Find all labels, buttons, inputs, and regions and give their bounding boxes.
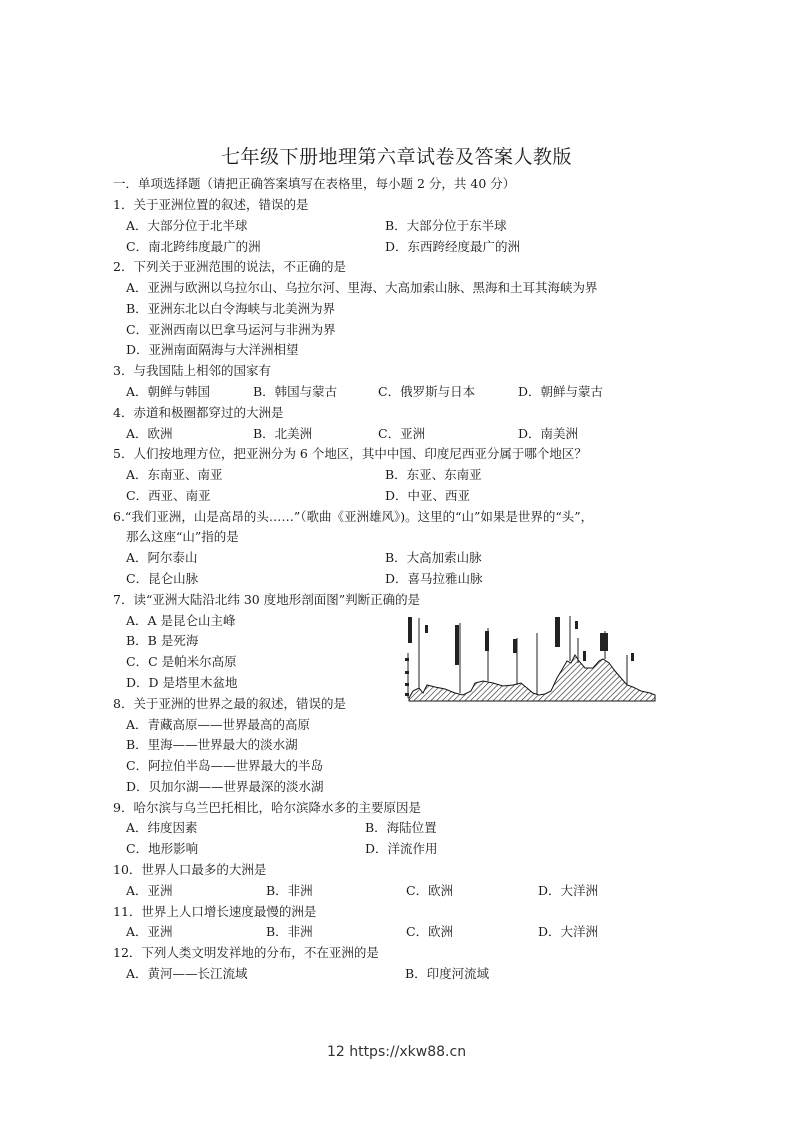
answer-option: B．韩国与蒙古 <box>253 384 338 400</box>
answer-option: C．阿拉伯半岛——世界最大的半岛 <box>126 758 324 774</box>
terrain-profile-figure <box>405 613 657 708</box>
question-stem: 11．世界上人口增长速度最慢的洲是 <box>113 903 317 919</box>
answer-option: C．亚洲西南以巴拿马运河与非洲为界 <box>126 321 336 337</box>
answer-option: A．亚洲与欧洲以乌拉尔山、乌拉尔河、里海、大高加索山脉、黑海和土耳其海峡为界 <box>126 280 598 296</box>
answer-option: C．亚洲 <box>378 425 426 441</box>
terrain-profile <box>409 655 655 701</box>
answer-option: C．西亚、南亚 <box>126 487 211 503</box>
answer-option: D．中亚、西亚 <box>385 487 471 503</box>
answer-option: D．东西跨经度最广的洲 <box>385 238 521 254</box>
page-title: 七年级下册地理第六章试卷及答案人教版 <box>220 146 572 168</box>
answer-option: A．亚洲 <box>126 882 173 898</box>
answer-option: B．非洲 <box>266 882 313 898</box>
question-stem: 3．与我国陆上相邻的国家有 <box>113 363 271 379</box>
question-stem: 10．世界人口最多的大洲是 <box>113 861 267 877</box>
answer-option: A．黄河——长江流域 <box>126 965 248 981</box>
answer-option: B．海陆位置 <box>365 820 437 836</box>
question-stem: 5．人们按地理方位，把亚洲分为 6 个地区，其中中国、印度尼西亚分属于哪个地区？ <box>113 446 587 462</box>
answer-option: B．里海——世界最大的淡水湖 <box>126 737 298 753</box>
answer-option: D．洋流作用 <box>365 841 438 857</box>
answer-option: B．北美洲 <box>253 425 313 441</box>
answer-option: C．欧洲 <box>406 924 454 940</box>
question-stem: 1．关于亚洲位置的叙述，错误的是 <box>113 197 309 212</box>
answer-option: B．亚洲东北以白令海峡与北美洲为界 <box>126 300 336 316</box>
answer-option: A．大部分位于北半球 <box>126 217 248 233</box>
answer-option: B．印度河流域 <box>405 965 490 981</box>
answer-option: D．大洋洲 <box>538 924 599 940</box>
question-stem: 2．下列关于亚洲范围的说法，不正确的是 <box>113 259 346 275</box>
question-stem: 6.“我们亚洲，山是高昂的头……”（歌曲《亚洲雄风》)。这里的“山”如果是世界的“头”， <box>113 508 594 524</box>
answer-option: C．南北跨纬度最广的洲 <box>126 238 261 254</box>
answer-option: C．欧洲 <box>406 882 454 898</box>
answer-option: D．D 是塔里木盆地 <box>126 674 238 690</box>
answer-option: A．亚洲 <box>126 924 173 940</box>
answer-option: B．东亚、东南亚 <box>385 467 482 483</box>
answer-option: B．大部分位于东半球 <box>385 217 507 233</box>
answer-option: B．非洲 <box>266 924 313 940</box>
answer-option: A．东南亚、南亚 <box>126 467 223 483</box>
answer-option: C．昆仑山脉 <box>126 571 199 587</box>
answer-option: D．朝鲜与蒙古 <box>518 384 604 400</box>
answer-option: C．地形影响 <box>126 841 199 857</box>
question-stem: 7．读“亚洲大陆沿北纬 30 度地形剖面图”判断正确的是 <box>113 591 421 607</box>
answer-option: D．贝加尔湖——世界最深的淡水湖 <box>126 778 324 794</box>
answer-option: D．喜马拉雅山脉 <box>385 571 483 587</box>
answer-option: C．俄罗斯与日本 <box>378 384 476 400</box>
question-stem: 12．下列人类文明发祥地的分布，不在亚洲的是 <box>113 945 379 961</box>
question-stem: 8．关于亚洲的世界之最的叙述，错误的是 <box>113 695 346 711</box>
answer-option: A．纬度因素 <box>126 820 198 836</box>
question-stem: 4．赤道和极圈都穿过的大洲是 <box>113 404 284 420</box>
answer-option: A．朝鲜与韩国 <box>126 384 211 400</box>
page-footer: 12 https://xkw88.cn <box>326 1044 467 1060</box>
answer-option: B．B 是死海 <box>126 633 199 649</box>
answer-option: A．青藏高原——世界最高的高原 <box>126 716 311 732</box>
answer-option: D．大洋洲 <box>538 882 599 898</box>
question-stem: 9．哈尔滨与乌兰巴托相比，哈尔滨降水多的主要原因是 <box>113 799 421 815</box>
answer-option: D．南美洲 <box>518 425 579 441</box>
answer-option: D．亚洲南面隔海与大洋洲相望 <box>126 342 299 358</box>
answer-option: C．C 是帕米尔高原 <box>126 654 237 670</box>
answer-option: A．欧洲 <box>126 425 173 441</box>
answer-option: A．阿尔泰山 <box>126 550 198 566</box>
answer-option: A．A 是昆仑山主峰 <box>126 612 236 628</box>
section-heading: 一．单项选择题（请把正确答案填写在表格里，每小题 2 分，共 40 分） <box>113 176 516 191</box>
answer-option: B．大高加索山脉 <box>385 550 482 566</box>
question-stem: 那么这座“山”指的是 <box>126 529 239 545</box>
